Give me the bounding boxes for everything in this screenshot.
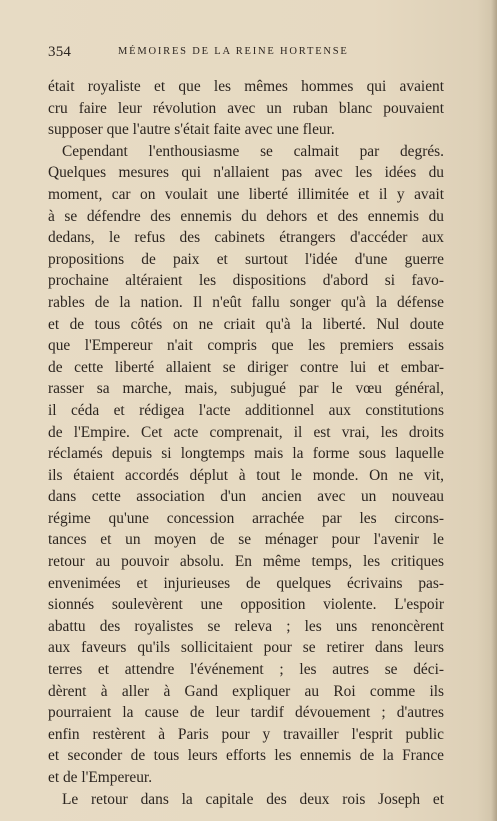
text-line: était royaliste et que les mêmes hommes qui avaient — [48, 78, 444, 95]
text-line: Cependant l'enthousiasme se calmait par degrés. — [62, 142, 444, 160]
text-line: réclamés depuis si longtemps mais la forme sous laquelle — [48, 445, 444, 463]
text-line: sionnés soulevèrent une opposition violente. L'espoir — [48, 596, 444, 614]
text-line: rables de la nation. Il n'eût fallu songer qu'à la défense — [48, 293, 444, 311]
text-line: aux faveurs qu'ils sollicitaient pour se retirer dans leurs — [48, 639, 444, 657]
text-line: tances et un moyen de se ménager pour l'avenir le — [48, 531, 444, 549]
text-line: et seconder de tous leurs efforts les ennemis de la France — [48, 747, 444, 765]
text-line: rasser sa marche, mais, subjugué par le vœu général, — [48, 380, 444, 398]
text-line: retour au pouvoir absolu. En même temps, les critiques — [48, 553, 444, 571]
text-line: de cette liberté allaient se diriger contre lui et embar- — [48, 358, 444, 376]
text-line: dans cette association d'un ancien avec un nouveau — [48, 488, 444, 506]
text-line: cru faire leur révolution avec un ruban blanc pouvaient — [48, 99, 444, 117]
page-number: 354 — [48, 44, 72, 60]
text-line: supposer que l'autre s'était faite avec une fleur. — [48, 121, 335, 139]
text-line: Quelques mesures qui n'allaient pas avec les idées du — [48, 164, 444, 182]
running-title: MÉMOIRES DE LA REINE HORTENSE — [118, 46, 349, 57]
text-line: ils étaient accordés déplut à tout le monde. On ne vit, — [48, 466, 444, 484]
text-line: dèrent à aller à Gand expliquer au Roi comme ils — [48, 682, 444, 700]
text-line: terres et attendre l'événement ; les autres se déci- — [48, 661, 444, 679]
text-line: il céda et rédigea l'acte additionnel aux constitutions — [48, 401, 444, 419]
text-line: moment, car on voulait une liberté illimitée et il y avait — [48, 185, 444, 203]
text-line: de l'Empire. Cet acte comprenait, il est vrai, les droits — [48, 423, 444, 441]
text-line: et de tous côtés on ne criait qu'à la liberté. Nul doute — [48, 315, 444, 333]
page-header — [48, 44, 444, 64]
text-line: et de l'Empereur. — [48, 769, 153, 786]
text-line: Le retour dans la capitale des deux rois Joseph et — [62, 790, 444, 808]
text-line: que l'Empereur n'ait compris que les premiers essais — [48, 337, 444, 355]
text-line: enfin restèrent à Paris pour y travailler l'esprit public — [48, 725, 444, 743]
text-line: prochaine altéraient les dispositions d'abord si favo- — [48, 272, 444, 290]
text-line: pourraient la cause de leur tardif dévouement ; d'autres — [48, 704, 444, 722]
text-line: abattu des royalistes se releva ; les uns renoncèrent — [48, 617, 444, 635]
page-edge-shadow — [491, 0, 497, 821]
text-line: dedans, le refus des cabinets étrangers d'accéder aux — [48, 229, 444, 247]
body-text — [48, 76, 444, 810]
text-line: régime qu'une concession arrachée par les circons- — [48, 509, 444, 527]
text-line: envenimées et injurieuses de quelques écrivains pas- — [48, 574, 444, 592]
text-line: à se défendre des ennemis du dehors et des ennemis du — [48, 207, 444, 225]
text-line: propositions de paix et surtout l'idée d'une guerre — [48, 250, 444, 268]
